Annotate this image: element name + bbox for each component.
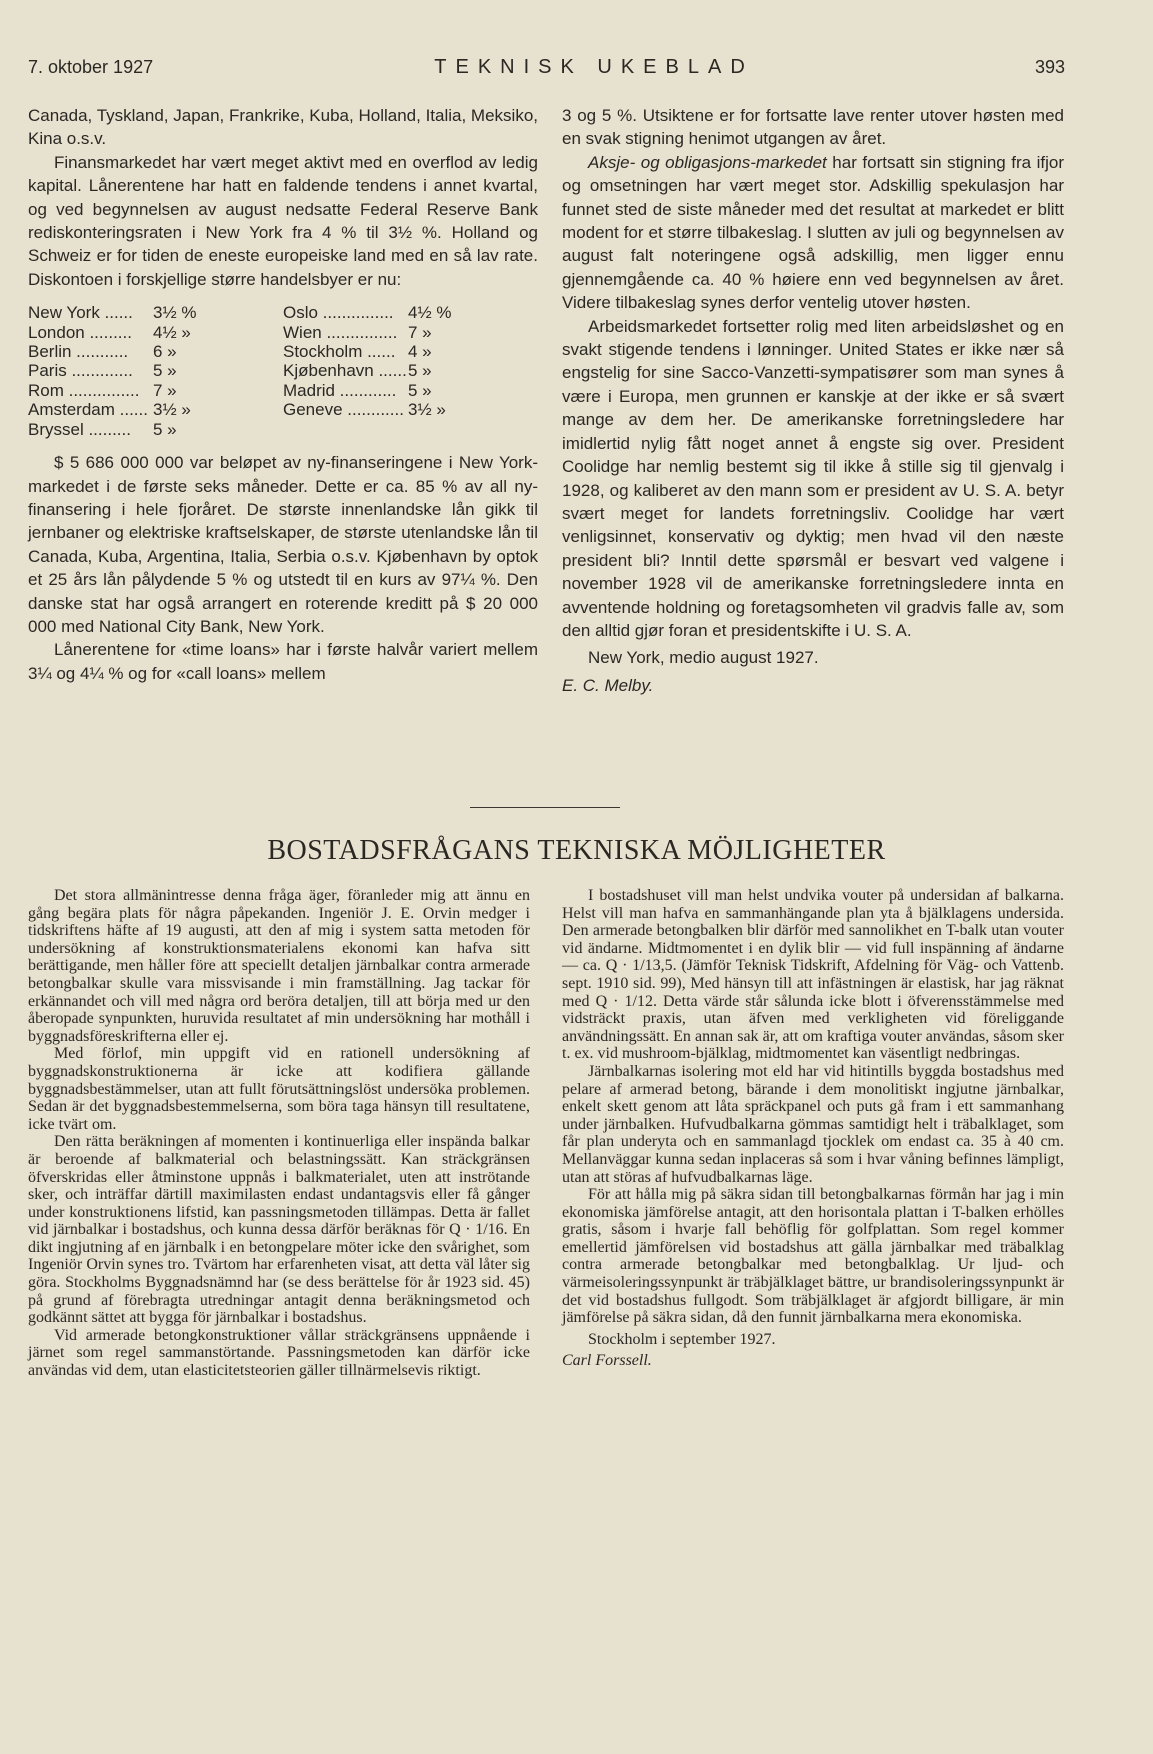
paragraph: Canada, Tyskland, Japan, Frankrike, Kuba, Holland, Italia, Meksiko, Kina o.s.v. xyxy=(28,106,538,149)
rate-city: Stockholm ...... xyxy=(283,342,396,362)
article2-left-column xyxy=(28,887,530,1380)
rate-value: 3½ % xyxy=(153,303,197,323)
dateline: New York, medio august 1927. xyxy=(588,648,819,668)
paragraph: Den rätta beräkningen af momenten i kontinuerliga eller inspända balkar är beroende af balkmaterial och belastningssätt. Kan sträckgränsen öfverskridas eller åtminstone uppnås i balkmaterialet, uten att inströtande sker, och inträffar därtill maximilasten endast undantagsvis eller få gånger under konstruktionens lifstid, kan passningsmetoden tillämpas. Detta är fallet vid järnbalkar i bostadshus, och kunna dessa därför beräknas för Q · 1/16. En dikt ingjutning af en järnbalk i en betongpelare möter icke den svårighet, som Ingeniör Orvin synes tro. Tvärtom har erfarenheten visat, att detta väl låter sig göra. Stockholms Byggnadsnämnd har (se dess berättelse för år 1923 sid. 45) på grund af förebragta utredningar antagit denna beräkningsmetod och godkännt sättet att bygga för järnbalkar i bostadshus. xyxy=(28,1133,530,1327)
paragraph: Järnbalkarnas isolering mot eld har vid hitintills byggda bostadshus med pelare af armerad betong, bärande i dem monolitiskt ingjutne järnbalkar, enkelt skett genom att låta spräckpanel och puts gå fram i ett sammanhang under järnbalken. Hufvudbalkarna gömmas samtidigt helt i träbalklaget, som får plan underyta och en sammanlagd tjocklek om endast ca. 35 à 40 cm. Mellanväggar kunna sedan inplaceras så som i hvar våning befinnes lämpligt, utan att störas af hufvudbalkarnas läge. xyxy=(562,1062,1064,1186)
rate-city: Rom ............... xyxy=(28,380,140,400)
paragraph: Med förlof, min uppgift vid en rationell undersökning af byggnadskonstruktionerna är icke att kodifiera gällande byggnadsbestämmelser, utan att fullt förutsättningslöst undersöka problemen. Sedan är det byggnadsbestemmelserna, som böra taga hänsyn till resultatene, icke tvärt om. xyxy=(28,1045,530,1133)
rate-city: Madrid ............ xyxy=(283,380,397,400)
rate-city: Paris ............. xyxy=(28,361,133,381)
rate-row xyxy=(28,361,538,380)
rate-city: Kjøbenhavn ...... xyxy=(283,361,407,381)
section-divider xyxy=(470,807,620,808)
rate-value: 5 » xyxy=(408,380,432,400)
article1-right-column xyxy=(562,104,1064,697)
rate-value: 4½ % xyxy=(408,303,452,323)
paragraph: För att hålla mig på säkra sidan till betongbalkarnas förmån har jag i min ekonomiska jämförelse antagit, att den horisontala plattan i T-balken erhölles gratis, såsom i hvarje fall behöflig för golfplattan. Som regel kommer emellertid jämförelsen vid bostadshus att gälla järnbalkar med träbalklag contra armerade betongbalkar med betongbalklag. Ur ljud- och värmeisoleringssynpunkt är träbjälklaget bättre, ur brandisoleringssynpunkt är det vid bostadshus fullgodt. Som träbjälklaget är afgjordt billigare, är min jämförelse på säkra sidan, då den funnit järnbalkarna mera ekonomiska. xyxy=(562,1186,1064,1327)
rate-value: 6 » xyxy=(153,342,177,362)
paragraph: Finansmarkedet har vært meget aktivt med en overflod av ledig kapital. Lånerentene har hatt en faldende tendens i annet kvartal, og ved begynnelsen av august nedsatte Federal Reserve Bank rediskonteringsraten i New York fra 4 % til 3½ %. Holland og Schweiz er for tiden de eneste europeiske land med en så lav rate. Diskontoen i forskjellige større handelsbyer er nu: xyxy=(28,152,538,289)
rate-value: 5 » xyxy=(153,361,177,381)
rate-value: 3½ » xyxy=(408,400,446,420)
page-number: 393 xyxy=(1034,57,1065,77)
section-lead: Aksje- og obligasjons-markedet xyxy=(588,152,827,172)
rate-row xyxy=(28,323,538,342)
article1-left-column xyxy=(28,104,538,685)
paragraph: Lånerentene for «time loans» har i første halvår variert mellem 3¼ og 4¼ % og for «call loans» mellem xyxy=(28,640,538,683)
rate-row xyxy=(28,342,538,361)
rate-value: 5 » xyxy=(408,361,432,381)
journal-name: TEKNISK UKEBLAD xyxy=(434,56,754,78)
rate-row xyxy=(28,400,538,419)
paragraph: $ 5 686 000 000 var beløpet av ny-finanseringene i New York-markedet i de første seks måneder. Dette er ca. 85 % av all ny-finansering i hele fjoråret. De største innenlandske lån gikk til jernbaner og elektriske kraftselskaper, de største utenlandske lån til Canada, Kuba, Argentina, Italia, Serbia o.s.v. Kjøbenhavn by optok et 25 års lån pålydende 5 % og utstedt til en kurs av 97¼ %. Den danske stat har også arrangert en roterende kreditt på $ 20 000 000 med National City Bank, New York. xyxy=(28,453,538,636)
rate-city: Geneve ............ xyxy=(283,400,404,420)
author-signature: Carl Forssell. xyxy=(562,1352,652,1370)
author-signature: E. C. Melby. xyxy=(562,675,654,695)
rate-value: 5 » xyxy=(153,419,177,439)
rate-value: 7 » xyxy=(408,322,432,342)
rate-value: 7 » xyxy=(153,380,177,400)
article-title: BOSTADSFRÅGANS TEKNISKA MÖJLIGHETER xyxy=(267,835,886,866)
rate-city: Wien ............... xyxy=(283,322,398,342)
rate-city: London ......... xyxy=(28,322,132,342)
rate-value: 4½ » xyxy=(153,322,191,342)
paragraph-text: har fortsatt sin stigning fra ifjor og omsetningen har vært meget stor. Adskillig spekulasjon har funnet sted de siste måneder med det resultat at markedet er blitt modent for et større tilbakeslag. I slutten av juli og begynnelsen av august falt noteringene også adskillig, men ligger ennu gjennemgående ca. 40 % høiere enn ved begynnelsen av året. Videre tilbakeslag synes derfor ventelig utover høsten. xyxy=(562,152,1065,313)
rate-value: 4 » xyxy=(408,342,432,362)
paragraph: 3 og 5 %. Utsiktene er for fortsatte lave renter utover høsten med en svak stigning henimot utgangen av året. xyxy=(562,106,1064,149)
issue-date: 7. oktober 1927 xyxy=(28,57,154,77)
paragraph: I bostadshuset vill man helst undvika vouter på undersidan af balkarna. Helst vill man hafva en sammanhängande plan yta å bjälklagens undersida. Den armerade betongbalken blir därför med sannolikhet en T-balk utan vouter vid ändarne. Midtmomentet i en dylik blir — vid full inspänning af ändarne — ca. Q · 1/13,5. (Jämför Teknisk Tidskrift, Afdelning för Väg- och Vattenb. sept. 1910 sid. 99), Med hänsyn till att infästningen är elastisk, har jag räknat med Q · 1/12. Detta värde står sålunda icke blott i öfverensstämmelse med vidsträckt praxis, utan äfven med verkligheten vid föreliggande användningssätt. En annan sak är, att om kraftiga vouter användas, såsom sker t. ex. vid mushroom-bjälklag, midtmomentet kan väsentligt nedbringas. xyxy=(562,887,1064,1063)
rate-value xyxy=(408,420,488,439)
paragraph xyxy=(562,151,1064,315)
article2-right-column xyxy=(562,887,1064,1370)
discount-rate-table xyxy=(28,303,538,439)
rate-city: Oslo ............... xyxy=(283,303,394,323)
rate-city: Berlin ........... xyxy=(28,342,129,362)
paragraph: Det stora allmänintresse denna fråga äger, föranleder mig att ännu en gång begära plats för några påpekanden. Ingeniör J. E. Orvin medger i tidskriftens häfte af 19 augusti, att den af mig i system satta metoden för undersökning af konstruktionsmaterialens ekonomi kan hafva sitt berättigande, men håller före att speciellt detaljen järnbalkar contra armerade betongbalkar skulle vara missvisande i min framställning. Jag tackar för erkännandet och vill med några ord beröra detaljen, till att börja med ur den åberopade synpunkten, huruvida resultatet af min undersökning har mothåll i byggnadsföreskrifterna eller ej. xyxy=(28,887,530,1045)
paragraph: Arbeidsmarkedet fortsetter rolig med liten arbeidsløshet og en svakt stigende tendens i lønninger. United States er ikke nær så engstelig for sine Sacco-Vanzetti-sympatisører som man synes å være i Europa, men grunnen er kanskje at der ikke er så svært mange av dem her. De amerikanske forretningsledere har imidlertid nylig fått noget annet å engste sig over. President Coolidge har nemlig bestemt sig til ikke å stille sig til gjenvalg i 1928, og kaliberet av den mann som er president av U. S. A. betyr svært meget for landets forretningsliv. Coolidge har vært venligsinnet, konservativ og dyktig; men hvad vil den næste president bli? Inntil dette spørsmål er besvart ved valgene i november 1928 vil de amerikanske forretningsledere innta en avventende holdning og foretagsomheten vil gradvis falle av, som den alltid gjør foran et presidentskifte i U. S. A. xyxy=(562,316,1064,640)
rate-city: Bryssel ......... xyxy=(28,419,131,439)
rate-city: New York ...... xyxy=(28,303,133,323)
rate-city: Amsterdam ...... xyxy=(28,400,148,420)
rate-row xyxy=(28,420,538,439)
rate-row xyxy=(28,381,538,400)
dateline: Stockholm i september 1927. xyxy=(588,1330,776,1348)
rate-row xyxy=(28,303,538,322)
rate-city xyxy=(283,420,408,439)
page-header xyxy=(28,56,1065,79)
rate-value: 3½ » xyxy=(153,400,191,420)
paragraph: Vid armerade betongkonstruktioner vållar sträckgränsens uppnående i järnet som regel sammanstörtande. Passningsmetoden kan därför icke användas vid dem, utan elasticitetsteorien gäller tillnärmelsevis riktigt. xyxy=(28,1326,530,1380)
